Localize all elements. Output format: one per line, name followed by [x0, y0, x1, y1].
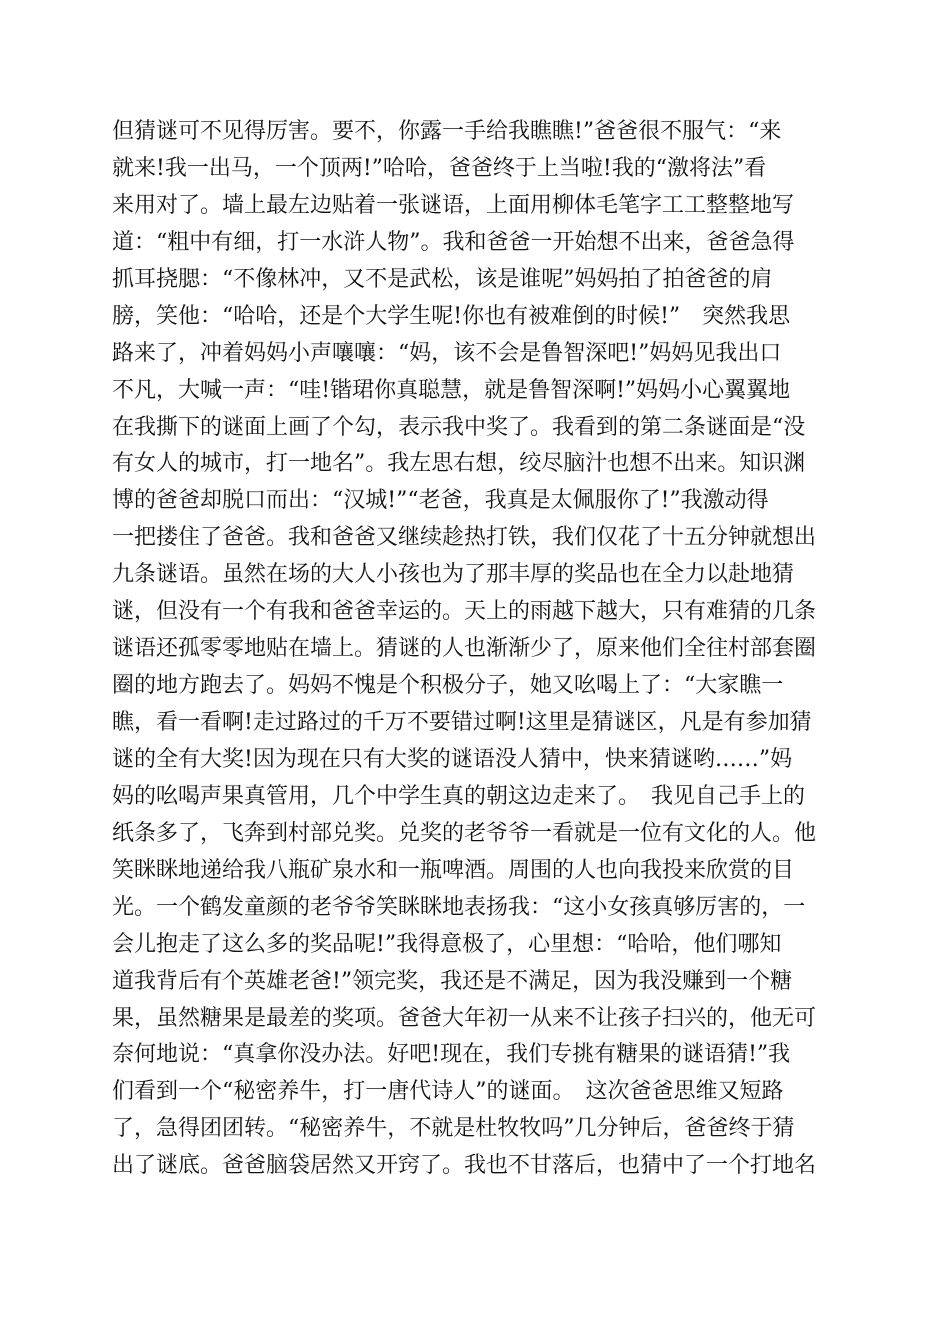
text-line-18: 谜的全有大奖!因为现在只有大奖的谜语没人猜中，快来猜谜哟……”妈 — [112, 746, 793, 772]
text-line-15: 谜语还孤零零地贴在墙上。猜谜的人也渐渐少了，原来他们全往村部套圈 — [112, 636, 817, 662]
text-line-17: 瞧，看一看啊!走过路过的千万不要错过啊!这里是猜谜区，凡是有参加猜 — [112, 710, 812, 735]
body-text — [112, 114, 832, 1185]
text-line-20: 纸条多了，飞奔到村部兑奖。兑奖的老爷爷一看就是一位有文化的人。他 — [112, 820, 817, 846]
text-line-3: 来用对了。墙上最左边贴着一张谜语，上面用柳体毛笔字工工整整地写 — [112, 192, 795, 218]
text-line-10: 有女人的城市，打一地名”。我左思右想，绞尽脑汁也想不出来。知识渊 — [112, 451, 806, 477]
text-line-8: 不凡，大喊一声：“哇!锴珺你真聪慧，就是鲁智深啊!”妈妈小心翼翼地 — [112, 377, 791, 403]
text-line-19: 妈的吆喝声果真管用，几个中学生真的朝这边走来了。 我见自己手上的 — [112, 783, 806, 809]
text-line-29: 出了谜底。爸爸脑袋居然又开窍了。我也不甘落后，也猜中了一个打地名 — [112, 1153, 817, 1179]
text-line-27: 们看到一个“秘密养牛，打一唐代诗人”的谜面。 这次爸爸思维又短路 — [112, 1079, 784, 1105]
text-line-7: 路来了，冲着妈妈小声嚷嚷：“妈，该不会是鲁智深吧!”妈妈见我出口 — [112, 340, 782, 366]
text-line-14: 谜，但没有一个有我和爸爸幸运的。天上的雨越下越大，只有难猜的几条 — [112, 599, 817, 625]
text-line-6: 膀，笑他：“哈哈，还是个大学生呢!你也有被难倒的时候!” 突然我思 — [112, 303, 791, 329]
text-line-21: 笑眯眯地递给我八瓶矿泉水和一瓶啤酒。周围的人也向我投来欣赏的目 — [112, 857, 795, 883]
text-line-12: 一把搂住了爸爸。我和爸爸又继续趁热打铁，我们仅花了十五分钟就想出 — [112, 525, 817, 551]
text-line-11: 博的爸爸却脱口而出：“汉城!”“老爸，我真是太佩服你了!”我激动得 — [112, 488, 769, 514]
text-line-16: 圈的地方跑去了。妈妈不愧是个积极分子，她又吆喝上了：“大家瞧一 — [112, 673, 784, 699]
text-line-4: 道：“粗中有细，打一水浒人物”。我和爸爸一开始想不出来，爸爸急得 — [112, 229, 795, 255]
text-line-2: 就来!我一出马，一个顶两!”哈哈，爸爸终于上当啦!我的“激将法”看 — [112, 155, 767, 181]
text-line-23: 会儿抱走了这么多的奖品呢!”我得意极了，心里想：“哈哈，他们哪知 — [112, 931, 782, 957]
text-line-25: 果，虽然糖果是最差的奖项。爸爸大年初一从来不让孩子扫兴的，他无可 — [112, 1005, 817, 1031]
text-line-24: 道我背后有个英雄老爸!”领完奖，我还是不满足，因为我没赚到一个糖 — [112, 968, 793, 994]
text-line-28: 了，急得团团转。“秘密养牛，不就是杜牧牧吗”几分钟后，爸爸终于猜 — [112, 1116, 795, 1142]
text-line-5: 抓耳挠腮：“不像林冲，又不是武松，该是谁呢”妈妈拍了拍爸爸的肩 — [112, 266, 773, 292]
text-line-9: 在我撕下的谜面上画了个勾，表示我中奖了。我看到的第二条谜面是“没 — [112, 414, 806, 440]
text-line-22: 光。一个鹤发童颜的老爷爷笑眯眯地表扬我：“这小女孩真够厉害的，一 — [112, 894, 806, 920]
text-line-26: 奈何地说：“真拿你没办法。好吧!现在，我们专挑有糖果的谜语猜!”我 — [112, 1042, 791, 1068]
text-line-13: 九条谜语。虽然在场的大人小孩也为了那丰厚的奖品也在全力以赴地猜 — [112, 562, 795, 588]
text-line-1: 但猜谜可不见得厉害。要不，你露一手给我瞧瞧!”爸爸很不服气：“来 — [112, 119, 782, 144]
